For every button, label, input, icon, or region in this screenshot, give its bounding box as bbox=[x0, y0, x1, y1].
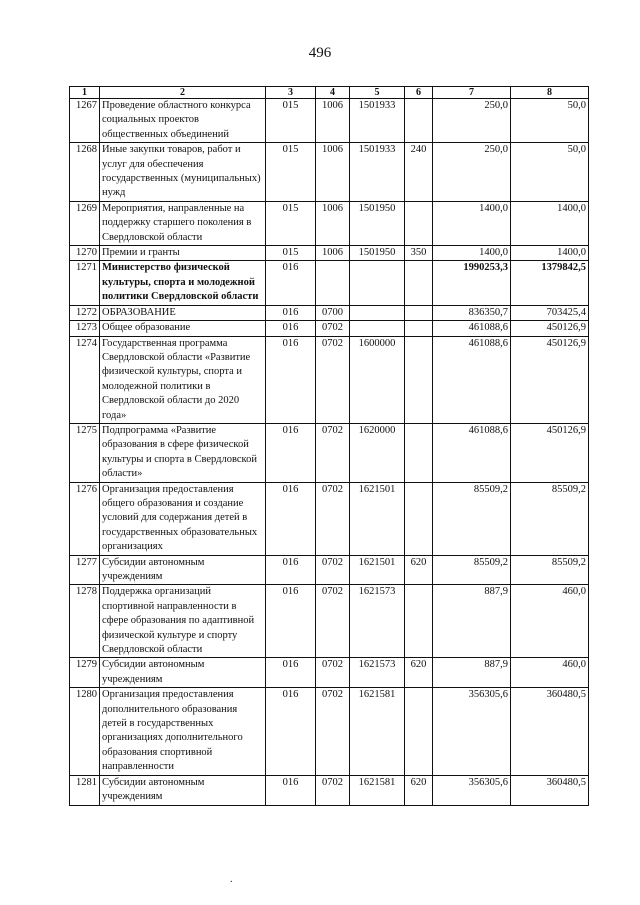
row-number-cell: 1272 bbox=[70, 305, 100, 320]
header-cell: 8 bbox=[511, 87, 589, 99]
table-row bbox=[70, 688, 589, 775]
footer-mark: . bbox=[230, 874, 233, 885]
item-name-cell: Организация предоставления дополнительного образования детей в государственных организациях дополнительного образования спортивной направленности bbox=[100, 688, 266, 775]
ministry-code-cell: 016 bbox=[266, 321, 316, 336]
amount-year1-cell: 461088,6 bbox=[433, 336, 511, 423]
target-article-cell: 1501933 bbox=[350, 99, 405, 143]
expense-type-cell: 620 bbox=[405, 658, 433, 688]
amount-year1-cell: 1990253,3 bbox=[433, 261, 511, 305]
header-cell: 4 bbox=[316, 87, 350, 99]
table-row bbox=[70, 99, 589, 143]
header-cell: 7 bbox=[433, 87, 511, 99]
ministry-code-cell: 015 bbox=[266, 99, 316, 143]
ministry-code-cell: 015 bbox=[266, 246, 316, 261]
target-article-cell: 1501950 bbox=[350, 246, 405, 261]
table-row bbox=[70, 321, 589, 336]
amount-year1-cell: 887,9 bbox=[433, 585, 511, 658]
expense-type-cell bbox=[405, 336, 433, 423]
expense-type-cell: 350 bbox=[405, 246, 433, 261]
row-number-cell: 1271 bbox=[70, 261, 100, 305]
section-code-cell: 0702 bbox=[316, 555, 350, 585]
item-name-cell: Поддержка организаций спортивной направленности в сфере образования по адаптивной физической культуре и спорту Свердловской области bbox=[100, 585, 266, 658]
ministry-code-cell: 016 bbox=[266, 336, 316, 423]
table-row bbox=[70, 305, 589, 320]
row-number-cell: 1273 bbox=[70, 321, 100, 336]
amount-year1-cell: 1400,0 bbox=[433, 246, 511, 261]
ministry-code-cell: 016 bbox=[266, 482, 316, 555]
amount-year1-cell: 250,0 bbox=[433, 143, 511, 202]
section-code-cell: 0702 bbox=[316, 585, 350, 658]
table-row bbox=[70, 482, 589, 555]
target-article-cell: 1600000 bbox=[350, 336, 405, 423]
target-article-cell bbox=[350, 261, 405, 305]
amount-year1-cell: 356305,6 bbox=[433, 688, 511, 775]
ministry-code-cell: 015 bbox=[266, 201, 316, 245]
amount-year2-cell: 1379842,5 bbox=[511, 261, 589, 305]
item-name-cell: Общее образование bbox=[100, 321, 266, 336]
target-article-cell: 1501933 bbox=[350, 143, 405, 202]
amount-year1-cell: 1400,0 bbox=[433, 201, 511, 245]
amount-year2-cell: 450126,9 bbox=[511, 336, 589, 423]
item-name-cell: Премии и гранты bbox=[100, 246, 266, 261]
ministry-code-cell: 016 bbox=[266, 688, 316, 775]
ministry-code-cell: 016 bbox=[266, 775, 316, 805]
row-number-cell: 1277 bbox=[70, 555, 100, 585]
header-row bbox=[70, 87, 589, 99]
ministry-code-cell: 016 bbox=[266, 658, 316, 688]
amount-year1-cell: 250,0 bbox=[433, 99, 511, 143]
amount-year2-cell: 460,0 bbox=[511, 585, 589, 658]
target-article-cell: 1620000 bbox=[350, 423, 405, 482]
amount-year2-cell: 360480,5 bbox=[511, 775, 589, 805]
item-name-cell: Иные закупки товаров, работ и услуг для обеспечения государственных (муниципальных) нужд bbox=[100, 143, 266, 202]
amount-year2-cell: 450126,9 bbox=[511, 321, 589, 336]
header-cell: 6 bbox=[405, 87, 433, 99]
row-number-cell: 1269 bbox=[70, 201, 100, 245]
row-number-cell: 1275 bbox=[70, 423, 100, 482]
item-name-cell: Организация предоставления общего образования и создание условий для содержания детей в государственных образовательных организациях bbox=[100, 482, 266, 555]
amount-year1-cell: 461088,6 bbox=[433, 321, 511, 336]
item-name-cell: Субсидии автономным учреждениям bbox=[100, 775, 266, 805]
section-code-cell: 0702 bbox=[316, 775, 350, 805]
ministry-code-cell: 016 bbox=[266, 423, 316, 482]
amount-year1-cell: 461088,6 bbox=[433, 423, 511, 482]
amount-year2-cell: 50,0 bbox=[511, 143, 589, 202]
ministry-code-cell: 016 bbox=[266, 585, 316, 658]
amount-year2-cell: 460,0 bbox=[511, 658, 589, 688]
section-code-cell: 0702 bbox=[316, 336, 350, 423]
table-row bbox=[70, 775, 589, 805]
target-article-cell: 1621581 bbox=[350, 688, 405, 775]
target-article-cell bbox=[350, 321, 405, 336]
section-code-cell: 0702 bbox=[316, 688, 350, 775]
section-code-cell: 0700 bbox=[316, 305, 350, 320]
amount-year2-cell: 1400,0 bbox=[511, 201, 589, 245]
section-code-cell: 1006 bbox=[316, 246, 350, 261]
amount-year2-cell: 85509,2 bbox=[511, 555, 589, 585]
expense-type-cell bbox=[405, 261, 433, 305]
section-code-cell: 0702 bbox=[316, 423, 350, 482]
expense-type-cell: 620 bbox=[405, 555, 433, 585]
item-name-cell: Проведение областного конкурса социальных проектов общественных объединений bbox=[100, 99, 266, 143]
amount-year2-cell: 1400,0 bbox=[511, 246, 589, 261]
header-cell: 3 bbox=[266, 87, 316, 99]
item-name-cell: Подпрограмма «Развитие образования в сфере физической культуры и спорта в Свердловской области» bbox=[100, 423, 266, 482]
table-row bbox=[70, 143, 589, 202]
expense-type-cell bbox=[405, 321, 433, 336]
target-article-cell bbox=[350, 305, 405, 320]
item-name-cell: Субсидии автономным учреждениям bbox=[100, 555, 266, 585]
amount-year2-cell: 85509,2 bbox=[511, 482, 589, 555]
ministry-code-cell: 015 bbox=[266, 143, 316, 202]
row-number-cell: 1279 bbox=[70, 658, 100, 688]
table-row bbox=[70, 261, 589, 305]
header-cell: 1 bbox=[70, 87, 100, 99]
amount-year1-cell: 85509,2 bbox=[433, 482, 511, 555]
budget-table bbox=[69, 86, 589, 806]
row-number-cell: 1280 bbox=[70, 688, 100, 775]
amount-year1-cell: 836350,7 bbox=[433, 305, 511, 320]
target-article-cell: 1621501 bbox=[350, 482, 405, 555]
row-number-cell: 1270 bbox=[70, 246, 100, 261]
table-row bbox=[70, 585, 589, 658]
target-article-cell: 1621573 bbox=[350, 658, 405, 688]
header-cell: 5 bbox=[350, 87, 405, 99]
target-article-cell: 1621501 bbox=[350, 555, 405, 585]
expense-type-cell bbox=[405, 201, 433, 245]
amount-year2-cell: 50,0 bbox=[511, 99, 589, 143]
section-code-cell: 0702 bbox=[316, 658, 350, 688]
table-row bbox=[70, 246, 589, 261]
item-name-cell: Субсидии автономным учреждениям bbox=[100, 658, 266, 688]
item-name-cell: Государственная программа Свердловской области «Развитие физической культуры, спорта и молодежной политики в Свердловской области до 2020 года» bbox=[100, 336, 266, 423]
ministry-code-cell: 016 bbox=[266, 261, 316, 305]
section-code-cell: 0702 bbox=[316, 482, 350, 555]
target-article-cell: 1621573 bbox=[350, 585, 405, 658]
header-cell: 2 bbox=[100, 87, 266, 99]
item-name-cell: ОБРАЗОВАНИЕ bbox=[100, 305, 266, 320]
table-row bbox=[70, 336, 589, 423]
expense-type-cell bbox=[405, 688, 433, 775]
amount-year2-cell: 450126,9 bbox=[511, 423, 589, 482]
section-code-cell bbox=[316, 261, 350, 305]
item-name-cell: Министерство физической культуры, спорта и молодежной политики Свердловской области bbox=[100, 261, 266, 305]
item-name-cell: Мероприятия, направленные на поддержку старшего поколения в Свердловской области bbox=[100, 201, 266, 245]
amount-year1-cell: 85509,2 bbox=[433, 555, 511, 585]
row-number-cell: 1276 bbox=[70, 482, 100, 555]
expense-type-cell bbox=[405, 423, 433, 482]
row-number-cell: 1278 bbox=[70, 585, 100, 658]
page-number: 496 bbox=[308, 45, 332, 61]
table-row bbox=[70, 555, 589, 585]
table-row bbox=[70, 658, 589, 688]
row-number-cell: 1281 bbox=[70, 775, 100, 805]
expense-type-cell bbox=[405, 305, 433, 320]
ministry-code-cell: 016 bbox=[266, 555, 316, 585]
section-code-cell: 0702 bbox=[316, 321, 350, 336]
target-article-cell: 1501950 bbox=[350, 201, 405, 245]
table-row bbox=[70, 201, 589, 245]
expense-type-cell bbox=[405, 482, 433, 555]
row-number-cell: 1267 bbox=[70, 99, 100, 143]
table-body bbox=[70, 99, 589, 806]
expense-type-cell: 240 bbox=[405, 143, 433, 202]
table-row bbox=[70, 423, 589, 482]
amount-year1-cell: 356305,6 bbox=[433, 775, 511, 805]
row-number-cell: 1268 bbox=[70, 143, 100, 202]
section-code-cell: 1006 bbox=[316, 143, 350, 202]
section-code-cell: 1006 bbox=[316, 99, 350, 143]
ministry-code-cell: 016 bbox=[266, 305, 316, 320]
row-number-cell: 1274 bbox=[70, 336, 100, 423]
amount-year2-cell: 703425,4 bbox=[511, 305, 589, 320]
expense-type-cell: 620 bbox=[405, 775, 433, 805]
amount-year2-cell: 360480,5 bbox=[511, 688, 589, 775]
section-code-cell: 1006 bbox=[316, 201, 350, 245]
expense-type-cell bbox=[405, 585, 433, 658]
target-article-cell: 1621581 bbox=[350, 775, 405, 805]
expense-type-cell bbox=[405, 99, 433, 143]
amount-year1-cell: 887,9 bbox=[433, 658, 511, 688]
